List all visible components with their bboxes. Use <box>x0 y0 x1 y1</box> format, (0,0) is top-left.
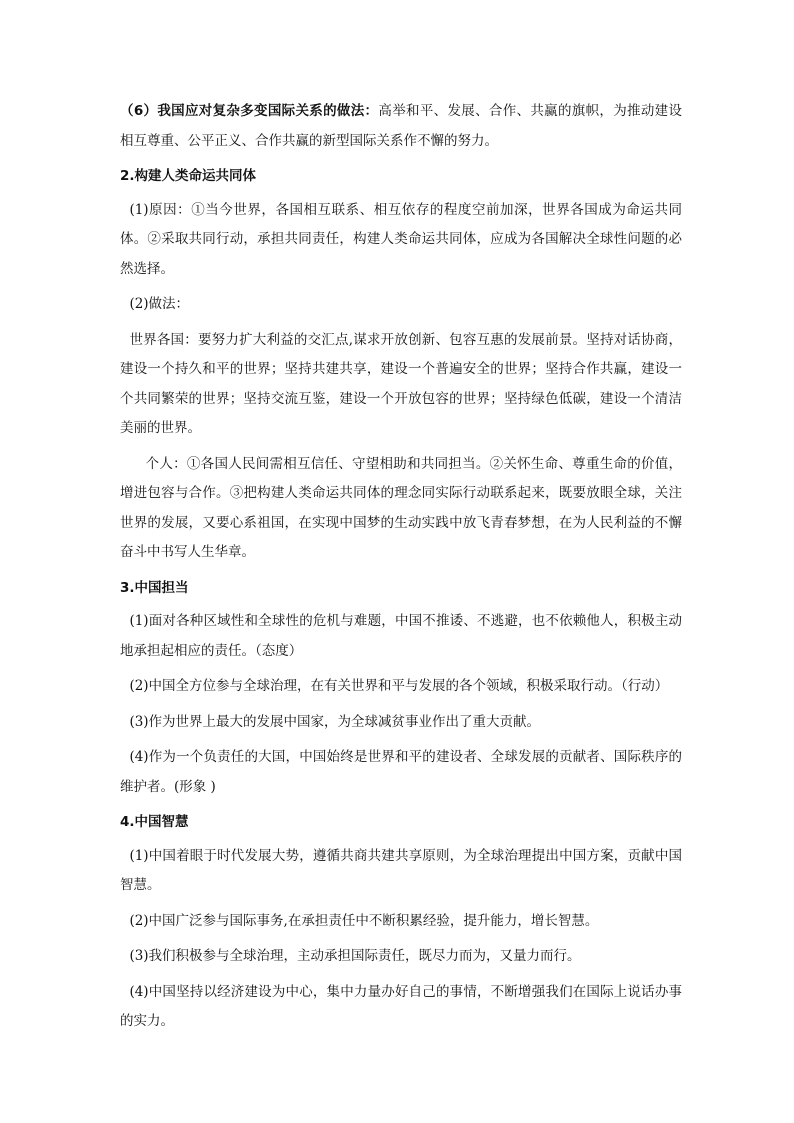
section-2-method-label: (2)做法： <box>129 296 190 312</box>
section-3-item-4: (4)作为一个负责任的大国，中国始终是世界和平的建设者、全球发展的贡献者、国际秩序的维护者。(形象 ) <box>120 749 682 795</box>
section-4-item-2: (2)中国广泛参与国际事务,在承担责任中不断积累经验，提升能力，增长智慧。 <box>129 912 599 929</box>
paragraph-6-label: （6）我国应对复杂多变国际关系的做法： <box>120 103 379 119</box>
paragraph-6 <box>120 97 682 156</box>
document-page <box>120 97 682 1043</box>
section-3-item-1: (1)面对各种区域性和全球性的危机与难题，中国不推诿、不逃避，也不依赖他人，积极主动地承担起相应的责任。（态度） <box>120 613 682 659</box>
section-2-countries: 世界各国：要努力扩大利益的交汇点,谋求开放创新、包容互惠的发展前景。坚持对话协商，建设一个持久和平的世界；坚持共建共享，建设一个普遍安全的世界；坚持合作共赢，建设一个共同繁荣的世界；坚持交流互鉴，建设一个开放包容的世界；坚持绿色低碳，建设一个清洁美丽的世界。 <box>120 331 682 436</box>
section-3-item-2: (2)中国全方位参与全球治理，在有关世界和平与发展的各个领域，积极采取行动。（行动） <box>129 678 669 694</box>
paragraph-6-text: 高举和平、发展、合作、共赢的旗帜，为推动建设相互尊重、公平正义、合作共赢的新型国际关系作不懈的努力。 <box>120 103 682 149</box>
section-4-item-1: (1)中国着眼于时代发展大势，遵循共商共建共享原则，为全球治理提出中国方案，贡献中国智慧。 <box>120 847 682 893</box>
section-4-heading: 4.中国智慧 <box>120 814 189 830</box>
section-2-reason: (1)原因：①当今世界，各国相互联系、相互依存的程度空前加深，世界各国成为命运共同体。②采取共同行动，承担共同责任，构建人类命运共同体，应成为各国解决全球性问题的必然选择。 <box>120 201 682 277</box>
section-2-heading: 2.构建人类命运共同体 <box>120 168 257 184</box>
section-3-item-3: (3)作为世界上最大的发展中国家，为全球减贫事业作出了重大贡献。 <box>129 713 541 730</box>
section-3-heading: 3.中国担当 <box>120 579 189 596</box>
section-4-item-3: (3)我们积极参与全球治理，主动承担国际责任，既尽力而为，又量力而行。 <box>129 948 581 964</box>
section-4-item-4: (4)中国坚持以经济建设为中心，集中力量办好自己的事情，不断增强我们在国际上说话办事的实力。 <box>120 983 682 1029</box>
section-2-individual: 个人：①各国人民间需相互信任、守望相助和共同担当。②关怀生命、尊重生命的价值，增进包容与合作。③把构建人类命运共同体的理念同实际行动联系起来，既要放眼全球，关注世界的发展，又要心系祖国，在实现中国梦的生动实践中放飞青春梦想，在为人民利益的不懈奋斗中书写人生华章。 <box>120 455 682 560</box>
